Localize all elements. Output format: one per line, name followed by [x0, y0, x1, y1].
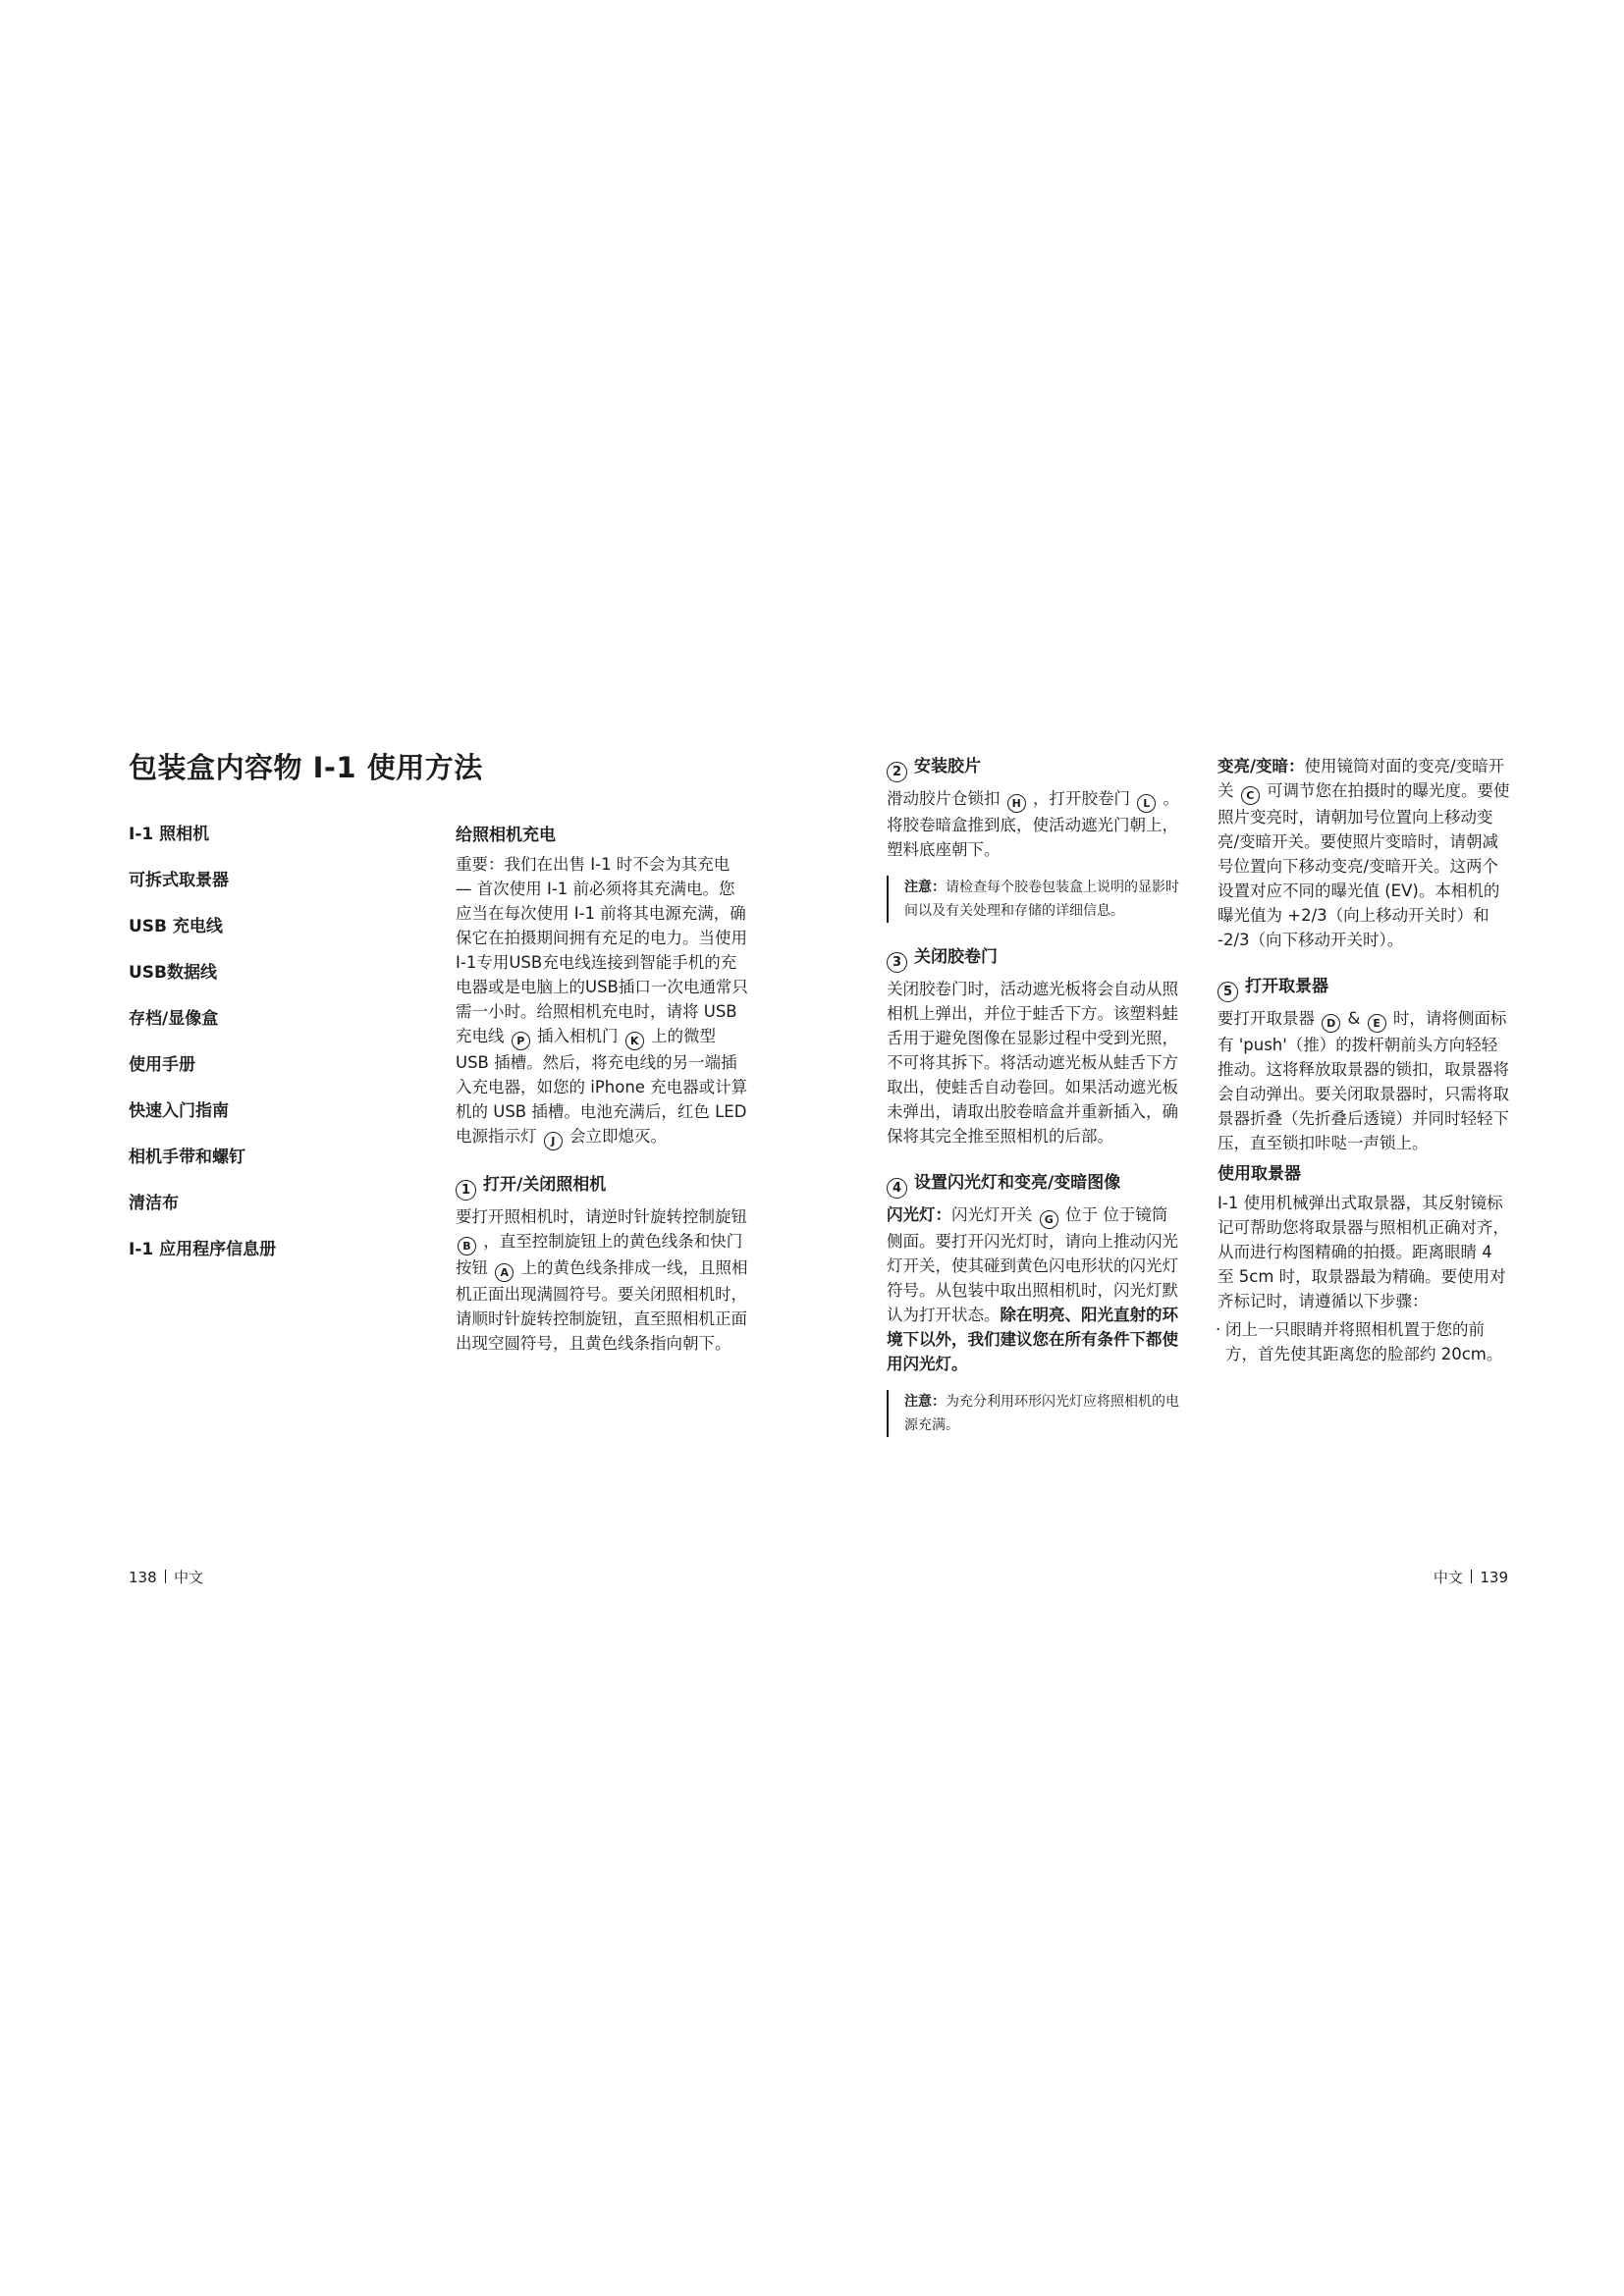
power-text-1a: 要打开照相机时，请逆时针旋转控制旋钮	[456, 1207, 747, 1226]
viewfinder-text-1a: 要打开取景器	[1218, 1009, 1315, 1028]
viewfinder-paragraph	[1218, 1006, 1512, 1155]
box-contents-list	[129, 823, 423, 1284]
content-item-camera: I-1 照相机	[129, 825, 210, 844]
key-h-icon: H	[1007, 794, 1026, 813]
viewfinder-steps	[1218, 1317, 1512, 1366]
key-g-icon: G	[1040, 1210, 1058, 1229]
charging-text-1: 重要：我们在出售 I-1 时不会为其充电 — 首次使用 I-1 前必须将其充满电。您应当在每次使用 I-1 前将其电源充满，确保它在拍摄期间拥有充足的电力。当使用I-1专用USB充电线连接到智能手机的充电器或是电脑上的USB插口一次电通常只需一小时。	[456, 855, 748, 1021]
exposure-text-1b: 可调节您在拍摄时的曝光度。要使照片变亮时，请朝加号位置向上移动变亮/变暗开关。要使照片变暗时，请朝减号位置向下移动变亮/变暗开关。这两个设置对应不同的曝光值 (EV)。本相机的曝光值为 +2/3（向上移动开关时）和 -2/3（向下移动开关时）。	[1218, 781, 1510, 949]
close-door-title	[887, 944, 1181, 973]
page-number-left: 138	[129, 1569, 157, 1586]
footer-divider	[1471, 1570, 1473, 1583]
content-item-cloth: 清洁布	[129, 1194, 179, 1213]
film-paragraph	[887, 786, 1181, 862]
viewfinder-title-text: 打开取景器	[1245, 977, 1328, 996]
charging-text-2b: 插入相机门	[537, 1027, 619, 1045]
flash-title-text: 设置闪光灯和变亮/变暗图像	[914, 1173, 1121, 1193]
use-viewfinder-paragraph: I-1 使用机械弹出式取景器，其反射镜标记可帮助您将取景器与照相机正确对齐，从而进行构图精确的拍摄。距离眼睛 4 至 5cm 时，取景器最为精确。要使用对齐标记时，请遵循以下步骤：	[1218, 1194, 1509, 1310]
exposure-text-1a: 使用镜筒对面的变亮/变暗开关	[1218, 757, 1505, 800]
charging-column	[456, 823, 750, 1356]
key-c-icon: C	[1241, 786, 1260, 805]
power-text-1b: ，直至控制旋钮上的黄色线条和快门按钮	[456, 1232, 743, 1277]
content-item-app-booklet: I-1 应用程序信息册	[129, 1240, 277, 1259]
page-heading: 包装盒内容物 I-1 使用方法	[129, 751, 483, 784]
film-note-label: 注意：	[904, 880, 946, 895]
film-note	[887, 876, 1181, 923]
viewfinder-text-1b: 时，请将侧面标有 'push'（推）的拨杆朝前头方向轻轻推动。这将释放取景器的锁扣，取景器将会自动弹出。要关闭取景器时，只需将取景器折叠（先折叠后透镜）并同时轻轻下压，直至锁扣咔哒一声锁上。	[1218, 1009, 1509, 1152]
power-paragraph	[456, 1204, 750, 1356]
flash-recommendation: 除在明亮、阳光直射的环境下以外，我们建议您在所有条件下都使用闪光灯。	[887, 1306, 1178, 1373]
page-number-right: 139	[1480, 1569, 1508, 1586]
power-title-text: 打开/关闭照相机	[483, 1175, 607, 1195]
charging-text-2a: 给照相机充电时，请将 USB 充电线	[456, 1002, 737, 1045]
film-note-text: 请检查每个胶卷包装盒上说明的显影时间以及有关处理和存储的详细信息。	[904, 880, 1179, 919]
step-4-icon: 4	[887, 1178, 907, 1199]
viewfinder-section	[1218, 974, 1512, 1366]
power-text-1c: 上的黄色线条排成一线，且照相机正面出现满圆符号。要关闭照相机时，请顺时针旋转控制旋钮，直至照相机正面出现空圆符号，且黄色线条指向朝下。	[456, 1258, 748, 1353]
footer-left	[129, 1568, 203, 1587]
power-section	[456, 1172, 750, 1356]
key-a-icon: A	[495, 1263, 514, 1282]
step-2-icon: 2	[887, 762, 907, 782]
viewfinder-ampersand: &	[1347, 1009, 1361, 1028]
flash-title	[887, 1170, 1181, 1199]
close-door-title-text: 关闭胶卷门	[914, 947, 998, 967]
charging-title: 给照相机充电	[456, 826, 556, 845]
flash-paragraph	[887, 1202, 1181, 1376]
key-p-icon: P	[512, 1032, 530, 1050]
flash-note	[887, 1390, 1181, 1437]
exposure-section	[1218, 754, 1512, 952]
footer-right	[1434, 1568, 1508, 1587]
power-title	[456, 1172, 750, 1201]
flash-text-1b: 位于 位于镜筒侧面。要打开闪光灯时，请向上推动闪光灯开关，使其碰到黄色闪电形状的闪光灯符号。从包装中取出照相机时，闪光灯默认为打开状态。	[887, 1205, 1178, 1324]
content-item-archive-box: 存档/显像盒	[129, 1009, 219, 1029]
content-item-strap: 相机手带和螺钉	[129, 1148, 245, 1167]
use-viewfinder-title: 使用取景器	[1218, 1164, 1301, 1184]
film-text-1c: 。将胶卷暗盒推到底，使活动遮光门朝上，塑料底座朝下。	[887, 789, 1179, 859]
key-j-icon: J	[544, 1132, 563, 1150]
film-text-1a: 滑动胶片仓锁扣	[887, 789, 1001, 808]
charging-text-2c: 上的微型 USB 插槽。然后，将充电线的另一端插入充电器，如您的 iPhone 充电器或计算机的 USB 插槽。电池充满后，红色 LED 电源指示灯	[456, 1027, 748, 1146]
key-d-icon: D	[1322, 1014, 1340, 1033]
film-section	[887, 754, 1181, 923]
flash-label: 闪光灯：	[887, 1205, 951, 1224]
content-item-manual: 使用手册	[129, 1055, 195, 1075]
viewfinder-title	[1218, 974, 1512, 1002]
film-text-1b: ，打开胶卷门	[1033, 789, 1130, 808]
film-title-text: 安装胶片	[914, 757, 981, 776]
content-item-quick-start: 快速入门指南	[129, 1101, 229, 1121]
step-5-icon: 5	[1218, 982, 1238, 1002]
close-door-paragraph: 关闭胶卷门时，活动遮光板将会自动从照相机上弹出，并位于蛙舌下方。该塑料蛙舌用于避免图像在显影过程中受到光照，不可将其拆下。将活动遮光板从蛙舌下方取出，使蛙舌自动卷回。如果活动遮光板未弹出，请取出胶卷暗盒并重新插入，确保将其完全推至照相机的后部。	[887, 980, 1178, 1146]
flash-section	[887, 1170, 1181, 1437]
key-k-icon: K	[625, 1032, 644, 1050]
charging-text-2d: 会立即熄灭。	[569, 1127, 667, 1146]
key-b-icon: B	[458, 1237, 476, 1255]
footer-lang-left: 中文	[174, 1569, 204, 1586]
flash-note-text: 为充分利用环形闪光灯应将照相机的电源充满。	[904, 1394, 1179, 1433]
exposure-paragraph	[1218, 754, 1512, 952]
content-item-usb-data-cable: USB数据线	[129, 963, 218, 983]
exposure-label: 变亮/变暗：	[1218, 757, 1305, 775]
viewfinder-column	[1218, 754, 1512, 1366]
flash-text-1a: 闪光灯开关	[951, 1205, 1033, 1224]
key-l-icon: L	[1137, 794, 1156, 813]
film-title	[887, 754, 1181, 782]
key-e-icon: E	[1368, 1014, 1386, 1033]
film-column	[887, 754, 1181, 1437]
list-item: · 闭上一只眼睛并将照相机置于您的前方，首先使其距离您的脸部约 20cm。	[1218, 1317, 1512, 1366]
footer-lang-right: 中文	[1433, 1569, 1463, 1586]
close-door-section	[887, 944, 1181, 1148]
content-item-usb-charging-cable: USB 充电线	[129, 917, 223, 936]
charging-section	[456, 823, 750, 1150]
content-item-viewfinder: 可拆式取景器	[129, 871, 229, 890]
footer-divider	[165, 1570, 167, 1583]
step-3-icon: 3	[887, 952, 907, 973]
step-1-icon: 1	[456, 1180, 476, 1201]
charging-paragraph	[456, 852, 750, 1150]
flash-note-label: 注意：	[904, 1394, 946, 1410]
